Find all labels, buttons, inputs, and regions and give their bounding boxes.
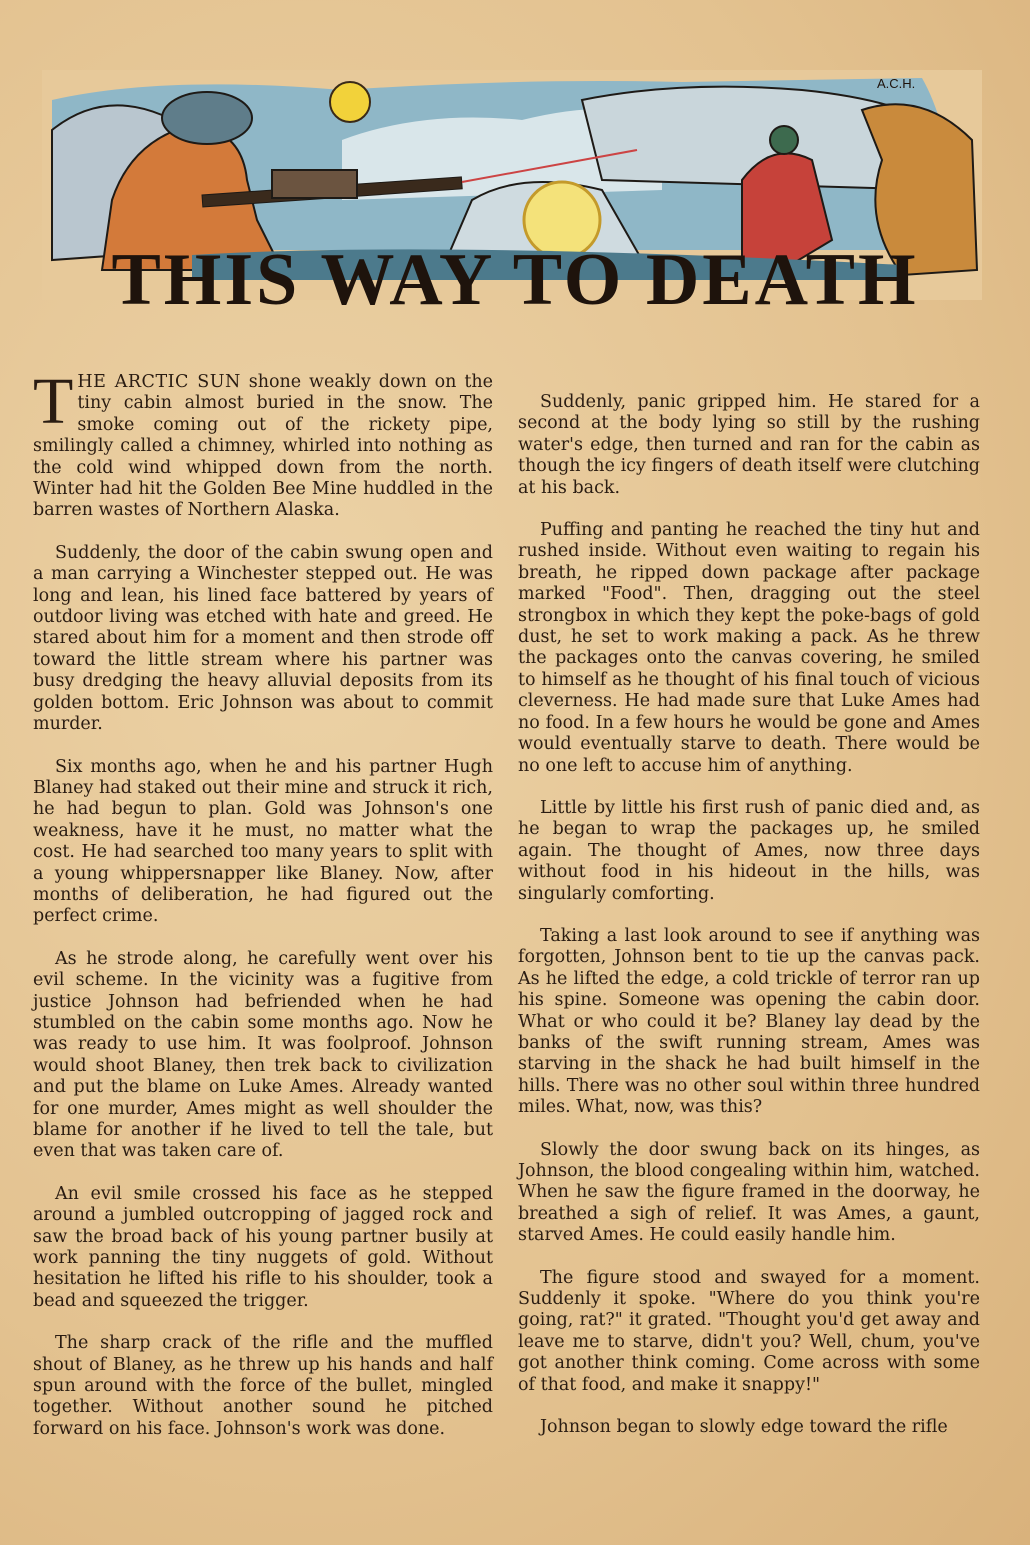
shooter-cap — [162, 92, 252, 144]
paragraph: The sharp crack of the rifle and the muffled shout of Blaney, as he threw up his hands and half spun around with the force of the bullet, mingled together. Without another sound he pitched forward on his face. Johnson's work was done. — [33, 1333, 493, 1439]
column-right — [518, 392, 980, 1438]
column-left — [33, 365, 493, 1440]
paragraph — [33, 365, 493, 522]
paragraph: Taking a last look around to see if anything was forgotten, Johnson bent to tie up the canvas pack. As he lifted the edge, a cold trickle of terror ran up his spine. Someone was opening the cabin door. What or who could it be? Blaney lay dead by the banks of the swift running stream, Ames was starving in the shack he had built himself in the hills. There was no other soul within three hundred miles. What, now, was this? — [518, 925, 980, 1118]
paragraph: An evil smile crossed his face as he stepped around a jumbled outcropping of jagged rock and saw the broad back of his young partner busily at work panning the tiny nuggets of gold. Without hesitation he lifted his rifle to his shoulder, took a bead and squeezed the trigger. — [33, 1183, 493, 1311]
drop-cap: T — [33, 365, 74, 438]
paragraph: Six months ago, when he and his partner Hugh Blaney had staked out their mine and struck it rich, he had begun to plan. Gold was Johnson's one weakness, have it he must, no matter what the cost. He had searched too many years to split with a young whippersnapper like Blaney. Now, after months of deliberation, he had figured out the perfect crime. — [33, 756, 493, 927]
lead-in: HE ARCTIC SUN — [77, 372, 241, 392]
paragraph: Suddenly, the door of the cabin swung open and a man carrying a Winchester stepped out. He was long and lean, his lined face battered by years of outdoor living was etched with hate and greed. He stared about him for a moment and then strode off toward the little stream where his partner was busy dredging the heavy alluvial deposits from its golden bottom. Eric Johnson was about to commit murder. — [33, 542, 493, 735]
story-title: THIS WAY TO DEATH — [111, 239, 919, 321]
paragraph: Puffing and panting he reached the tiny hut and rushed inside. Without even waiting to regain his breath, he ripped down package after package marked "Food". Then, dragging out the steel strongbox in which they kept the poke-bags of gold dust, he set to work making a pack. As he threw the packages onto the canvas covering, he smiled to himself as he thought of his final touch of vicious cleverness. He had made sure that Luke Ames had no food. In a few hours he would be gone and Ames would eventually starve to death. There would be no one left to accuse him of anything. — [518, 520, 980, 776]
paragraph: Slowly the door swung back on its hinges, as Johnson, the blood congealing within him, watched. When he saw the figure framed in the doorway, he breathed a sigh of relief. It was Ames, a gaunt, starved Ames. He could easily handle him. — [518, 1139, 980, 1246]
paragraph-text: shone weakly down on the tiny cabin almost buried in the snow. The smoke coming out of the rickety pipe, smilingly called a chimney, whirled into nothing as the cold wind whipped down from the north. Winter had hit the Golden Bee Mine huddled in the barren wastes of Northern Alaska. — [33, 372, 493, 521]
paragraph: Little by little his first rush of panic died and, as he began to wrap the packages up, he smiled again. The thought of Ames, now three days without food in his hideout in the hills, was singularly comforting. — [518, 797, 980, 904]
paragraph: Johnson began to slowly edge toward the rifle — [540, 1417, 948, 1438]
paragraph: Suddenly, panic gripped him. He stared for a second at the body lying so still by the rushing water's edge, then turned and ran for the cabin as though the icy fingers of death itself were clutching at his back. — [518, 392, 980, 498]
paragraph: As he strode along, he carefully went over his evil scheme. In the vicinity was a fugitive from justice Johnson had befriended when he had stumbled on the cabin some months ago. Now he was ready to use him. It was foolproof. Johnson would shoot Blaney, then trek back to civilization and put the blame on Luke Ames. Already wanted for one murder, Ames might as well shoulder the blame for another if he lived to tell the tale, but even that was taken care of. — [33, 948, 493, 1162]
artist-signature: A.C.H. — [877, 76, 916, 91]
paragraph: The figure stood and swayed for a moment. Suddenly it spoke. "Where do you think you're going, rat?" it grated. "Thought you'd get away and leave me to starve, didn't you? Well, chum, you've got another think coming. Come across with some of that food, and make it snappy!" — [518, 1267, 980, 1395]
moon — [330, 82, 370, 122]
